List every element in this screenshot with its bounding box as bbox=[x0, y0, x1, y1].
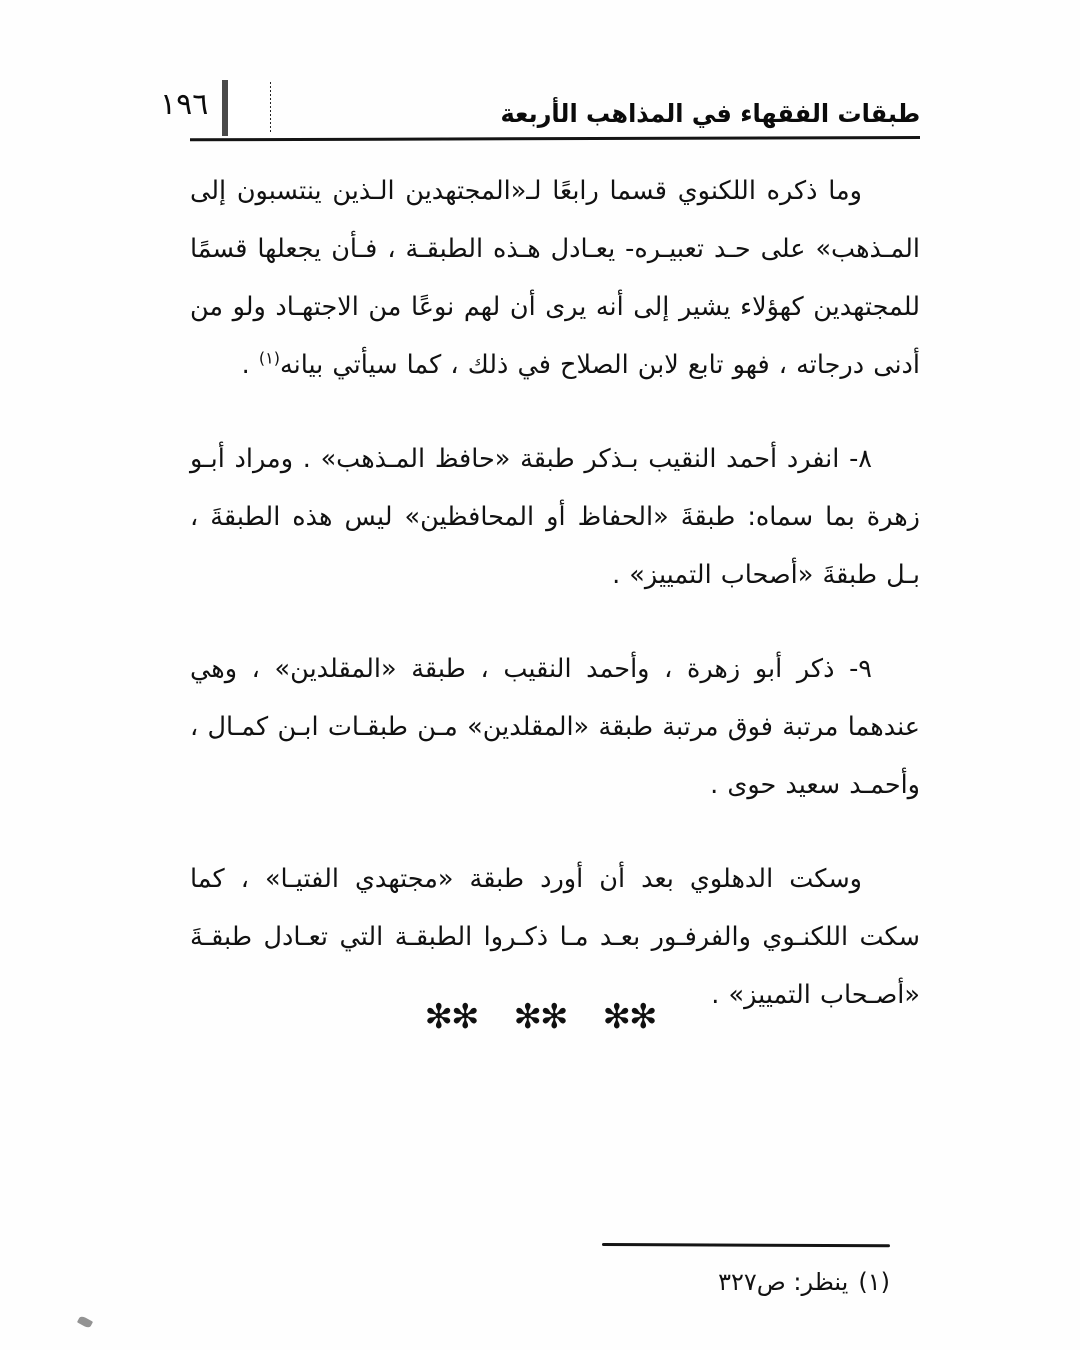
ornament-edge-bar bbox=[222, 80, 228, 136]
list-number: ٨- bbox=[849, 444, 872, 474]
paragraph-spacer bbox=[190, 620, 920, 640]
paragraph-text: انفرد أحمد النقيب بـذكر طبقة «حافظ المـذهب» . ومراد أبـو زهرة بما سماه: طبقةَ «الحفاظ أو المحافظين» ليس هذه الطبقةَ ، بـل طبقةَ «أصحاب التمييز» . bbox=[190, 444, 920, 590]
paragraph-tail: . bbox=[241, 350, 259, 380]
paragraph-spacer bbox=[190, 830, 920, 850]
divider-group-1: ✻✻ bbox=[602, 997, 656, 1037]
paragraph-text: وما ذكره اللكنوي قسما رابعًا لـ«المجتهدين الـذين ينتسبون إلى المـذهب» على حـد تعبيـره- يعـادل هـذه الطبقـة ، فـأن يجعلها قسمًا للمجتهدين كهؤلاء يشير إلى أنه يرى أن لهم نوعًا من الاجتهـاد ولو من أدنى درجاته ، فهو تابع لابن الصلاح في ذلك ، كما سيأتي بيانه bbox=[190, 176, 920, 380]
page-number: ١٩٦ bbox=[160, 87, 209, 122]
footnote-text: ينظر: ص٣٢٧ bbox=[718, 1268, 849, 1296]
header-divider-rule bbox=[190, 136, 920, 141]
footnote bbox=[190, 1262, 890, 1302]
paragraph-continuation-1 bbox=[190, 162, 920, 394]
divider-group-2: ✻✻ bbox=[513, 997, 567, 1037]
running-header bbox=[160, 72, 920, 134]
footnote-number: (١) bbox=[858, 1268, 890, 1296]
paragraph-item-8 bbox=[190, 430, 920, 604]
footnote-reference-marker: (١) bbox=[258, 348, 280, 368]
page-title: طبقات الفقهاء في المذاهب الأربعة bbox=[500, 99, 920, 128]
paragraph-spacer bbox=[190, 410, 920, 430]
ornament-frame bbox=[222, 80, 270, 136]
footnote-separator-rule bbox=[602, 1243, 890, 1247]
page-body bbox=[190, 162, 920, 1040]
divider-group-3: ✻✻ bbox=[424, 997, 478, 1037]
paragraph-text: ذكر أبو زهرة ، وأحمد النقيب ، طبقة «المقلدين» ، وهي عندهما مرتبة فوق مرتبة طبقة «المقلدين» مـن طبقـات ابـن كمـال ، وأحمـد سعيد حوى . bbox=[190, 654, 920, 800]
list-number: ٩- bbox=[849, 654, 872, 684]
paragraph-item-9 bbox=[190, 640, 920, 814]
asterisk-flower-divider-icon bbox=[0, 997, 1080, 1037]
header-right-group bbox=[160, 80, 276, 136]
scan-artifact bbox=[77, 1315, 93, 1329]
paragraph-text: وسكت الدهلوي بعد أن أورد طبقة «مجتهدي الفتيـا» ، كما سكت اللكنـوي والفرفـور بعـد مـا ذكـروا الطبقـة التي تعـادل طبقـةَ «أصـحاب التمييز» . bbox=[190, 864, 920, 1010]
rosette-ornament-icon bbox=[222, 80, 276, 136]
